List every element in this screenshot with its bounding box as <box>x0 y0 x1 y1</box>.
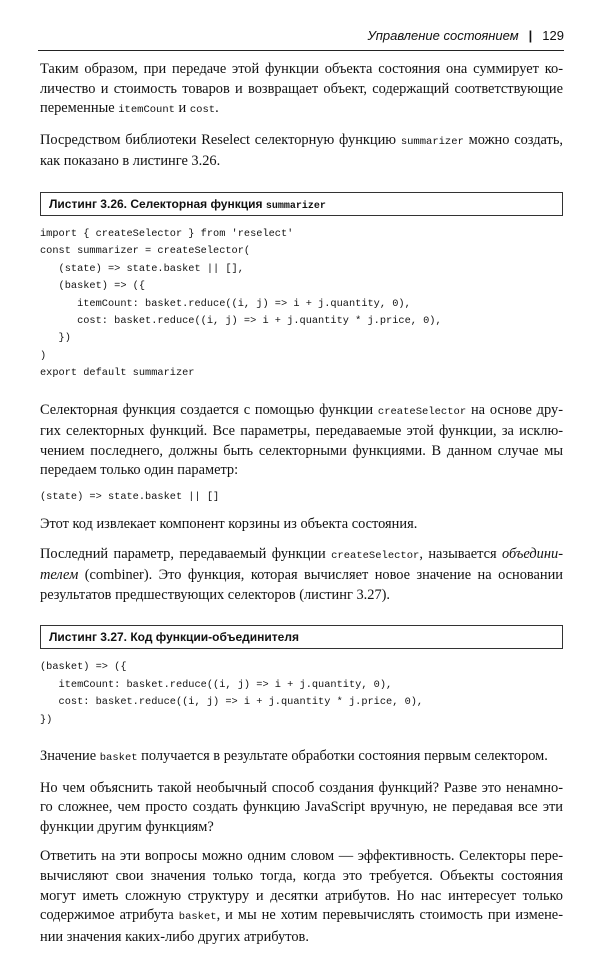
code-line: }) <box>40 713 53 726</box>
paragraph <box>40 131 563 172</box>
inline-code: summarizer <box>400 135 464 148</box>
code-line: itemCount: basket.reduce((i, j) => i + j.quantity, 0), <box>40 297 411 310</box>
text-line <box>40 928 563 948</box>
code-line: export default summarizer <box>40 367 195 380</box>
page-body <box>40 60 563 957</box>
text-run: , называется <box>419 545 503 562</box>
text-run: чением последнего, должны быть селекторными функциями. В данном случае мы <box>40 442 563 459</box>
text-line <box>40 515 563 535</box>
code-line: (basket) => ({ <box>40 280 146 293</box>
text-line <box>40 545 563 567</box>
text-run: на основе дру- <box>466 401 563 418</box>
text-run: Таким образом, при передаче этой функции объекта состояния она суммирует ко- <box>40 61 563 77</box>
code-line: cost: basket.reduce((i, j) => i + j.quantity * j.price, 0), <box>40 315 442 327</box>
text-line <box>40 779 563 799</box>
emphasis: объедини- <box>502 545 563 562</box>
text-run: нии значения каких-либо других атрибутов. <box>40 928 309 945</box>
code-line: const summarizer = createSelector( <box>40 245 251 258</box>
code-line: ) <box>40 349 47 362</box>
text-run: переменные <box>40 100 119 117</box>
running-header <box>38 28 564 51</box>
text-line <box>40 60 563 80</box>
text-line <box>40 99 563 121</box>
text-line <box>40 867 563 887</box>
text-run: можно создать, <box>463 131 563 148</box>
text-run: могут иметь сложную структуру и десятки атрибутов. Но нас интересует только <box>40 887 563 904</box>
text-run: . <box>215 100 219 117</box>
page-number: 129 <box>542 28 564 43</box>
header-divider: | <box>528 28 533 43</box>
text-line <box>40 152 563 172</box>
text-line <box>40 401 563 423</box>
text-run: гих селекторных функций. Все параметры, передаваемые этой функции, за исклю- <box>40 423 563 440</box>
text-run: содержимое атрибута <box>40 907 179 924</box>
text-line <box>40 887 563 907</box>
text-line <box>40 131 563 153</box>
paragraph <box>40 545 563 606</box>
code-line: }) <box>40 332 71 345</box>
text-run: (combiner). Это функция, которая вычисляет новое значение на основании <box>78 567 563 584</box>
text-run: функции другим функциям? <box>40 818 214 835</box>
inline-code: cost <box>189 104 216 117</box>
text-run: и <box>174 100 190 117</box>
listing-caption <box>40 192 563 216</box>
text-run: вычисляют свои значения только тогда, когда это требуется. Объекты состояния <box>40 867 563 884</box>
text-line <box>40 798 563 818</box>
section-title: Управление состоянием <box>367 28 519 43</box>
code-line: (state) => state.basket || [], <box>40 262 244 275</box>
text-line <box>40 422 563 442</box>
text-line <box>40 442 563 462</box>
text-run: личество и стоимость товаров и возвращает объект, содержащий соответствующие <box>40 80 563 97</box>
inline-code: basket <box>99 752 138 764</box>
text-line <box>40 566 563 586</box>
paragraph <box>40 779 563 838</box>
paragraph <box>40 515 563 535</box>
code-line: itemCount: basket.reduce((i, j) => i + j.quantity, 0), <box>40 678 393 691</box>
inline-code: itemCount <box>118 104 175 117</box>
paragraph <box>40 747 563 769</box>
text-run: , и мы не хотим перевычислять стоимость при измене- <box>216 907 563 924</box>
text-run: Но чем объяснить такой необычный способ создания функций? Разве это ненамно- <box>40 779 563 796</box>
text-line <box>40 818 563 838</box>
code-listing <box>40 226 563 383</box>
text-run: результатов предшествующих селекторов (листинг 3.27). <box>40 586 391 603</box>
text-run: Ответить на эти вопросы можно одним словом — эффективность. Селекторы пере- <box>40 848 563 865</box>
text-run: Селекторная функция создается с помощью функции <box>40 401 378 418</box>
text-run: Последний параметр, передаваемый функции <box>40 545 332 562</box>
code-line: cost: basket.reduce((i, j) => i + j.quantity * j.price, 0), <box>40 696 424 709</box>
listing-title: Листинг 3.27. Код функции-объединителя <box>49 630 299 645</box>
text-run: передаем только один параметр: <box>40 462 239 479</box>
code-snippet: (state) => state.basket || [] <box>40 491 220 503</box>
inline-code: createSelector <box>377 405 467 418</box>
text-run: Посредством библиотеки Reselect селекторную функцию <box>40 131 401 148</box>
listing-title: Листинг 3.26. Селекторная функция <box>49 196 266 211</box>
emphasis: телем <box>40 567 79 584</box>
text-run: Этот код извлекает компонент корзины из объекта состояния. <box>40 516 418 532</box>
listing-caption <box>40 625 563 649</box>
inline-code: basket <box>178 911 217 924</box>
inline-code: createSelector <box>331 549 420 562</box>
listing-code-name: summarizer <box>265 200 326 212</box>
code-line: import { createSelector } from 'reselect' <box>40 227 294 240</box>
text-line <box>40 461 563 481</box>
text-run: получается в результате обработки состояния первым селектором. <box>137 748 548 764</box>
paragraph <box>40 847 563 947</box>
paragraph <box>40 401 563 481</box>
text-run: го сложнее, чем просто создать функцию JavaScript вручную, не передавая все эти <box>40 799 563 816</box>
paragraph <box>40 60 563 121</box>
text-run: Значение <box>40 748 100 764</box>
code-line: (basket) => ({ <box>40 661 127 674</box>
text-run: как показано в листинге 3.26. <box>40 153 221 170</box>
text-line <box>40 847 563 867</box>
text-line <box>40 80 563 100</box>
code-listing <box>40 659 563 729</box>
text-line <box>40 586 563 606</box>
text-line <box>40 906 563 928</box>
text-line <box>40 747 563 769</box>
